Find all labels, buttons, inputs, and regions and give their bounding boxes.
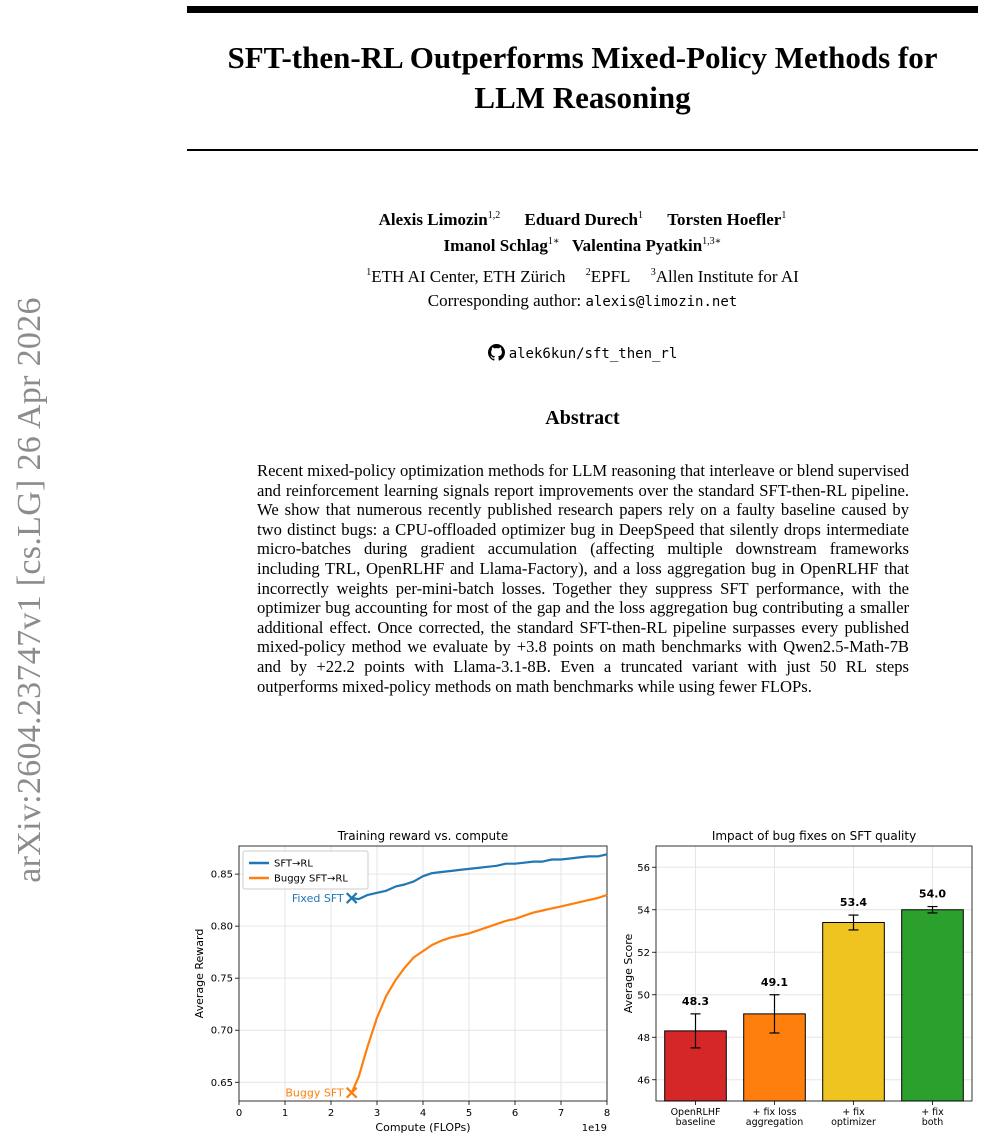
y-tick-label: 52 [637,947,650,959]
y-tick-label: 54 [637,905,650,917]
category-label: aggregation [745,1117,804,1128]
series-line-0 [352,854,607,899]
author-name: Imanol Schlag [443,236,548,255]
x-tick-label: 5 [465,1108,473,1119]
y-tick-label: 50 [637,990,650,1002]
bar [902,910,964,1101]
title-bottom-rule [187,149,978,151]
x-axis-label: Compute (FLOPs) [375,1121,471,1134]
y-tick-label: 48 [637,1032,650,1044]
author-name: Valentina Pyatkin [571,236,703,255]
affiliation-number: 2 [585,267,591,278]
category-label: optimizer [831,1117,876,1128]
legend-label: Buggy SFT→RL [274,873,348,885]
category-label: baseline [675,1117,716,1128]
bar [823,923,885,1102]
affiliation-number: 3 [650,267,656,278]
bar-value-label: 54.0 [918,887,947,901]
author-list [187,205,978,257]
corresponding-label: Corresponding author: [427,291,582,310]
bar-chart-svg [620,826,980,1138]
affiliation-text: Allen Institute for AI [655,267,799,286]
bar-value-label: 48.3 [681,994,710,1008]
author-affiliation: 1 [781,210,787,221]
affiliations [187,262,978,288]
y-tick-label: 0.65 [210,1077,233,1089]
author-affiliation: 1,3∗ [702,236,722,247]
x-tick-label: 2 [327,1108,335,1119]
title-line-1: SFT-then-RL Outperforms Mixed-Policy Methods for [227,40,938,75]
x-tick-label: 0 [235,1108,243,1119]
bugfix-bar-chart [620,826,980,1138]
x-tick-label: 1 [281,1108,289,1119]
title-top-rule [187,6,978,13]
author-name: Eduard Durech [524,210,638,229]
start-marker-label: Fixed SFT [291,892,344,906]
arxiv-sidebar [0,0,60,1140]
start-marker [347,1088,357,1098]
corresponding-email[interactable]: alexis@limozin.net [585,294,738,310]
y-tick-label: 46 [637,1075,650,1087]
arxiv-identifier: arXiv:2604.23747v1 [cs.LG] 26 Apr 2026 [11,297,48,883]
bar-value-label: 49.1 [760,975,789,989]
affiliation-text: EPFL [590,267,631,286]
chart-title: Impact of bug fixes on SFT quality [711,829,917,843]
title-line-2: LLM Reasoning [474,80,691,115]
category-label: OpenRLHF [670,1107,721,1118]
category-label: both [921,1117,944,1128]
y-axis-label: Average Score [622,933,635,1014]
x-tick-label: 4 [419,1108,427,1119]
y-tick-label: 56 [637,862,650,874]
corresponding-author [187,290,978,313]
start-marker-label: Buggy SFT [285,1086,344,1100]
affiliation-text: ETH AI Center, ETH Zürich [371,267,566,286]
series-line-1 [352,895,607,1093]
author-affiliation: 1∗ [547,236,560,247]
reward-chart-svg [185,826,615,1138]
github-icon [488,344,505,368]
legend-label: SFT→RL [274,858,313,870]
affiliation-number: 1 [366,267,372,278]
author-affiliation: 1,2 [487,210,501,221]
author-name: Torsten Hoefler [667,210,782,229]
x-tick-label: 7 [557,1108,565,1119]
author-line-2 [187,231,978,257]
reward-line-chart [185,826,615,1138]
y-tick-label: 0.70 [210,1025,233,1037]
category-label: + fix [842,1107,865,1118]
author-name: Alexis Limozin [378,210,488,229]
y-tick-label: 0.85 [210,869,233,881]
category-label: + fix [921,1107,944,1118]
y-axis-label: Average Reward [193,928,206,1019]
author-affiliation: 1 [638,210,643,221]
y-tick-label: 0.80 [210,921,233,933]
author-line-1 [187,205,978,231]
repository-link[interactable] [187,343,978,368]
x-axis-multiplier: 1e19 [581,1123,607,1134]
x-tick-label: 8 [603,1108,611,1119]
chart-title: Training reward vs. compute [337,829,509,843]
repository-name: alek6kun/sft_then_rl [508,346,678,362]
bar-value-label: 53.4 [839,896,868,910]
y-tick-label: 0.75 [210,973,233,985]
x-tick-label: 3 [373,1108,381,1119]
abstract-text: Recent mixed-policy optimization methods for LLM reasoning that interleave or blend supervised and reinforcement learning signals report improvements over the standard SFT-then-RL pipeline. We show that numerous recently published research papers rely on a faulty baseline caused by two distinct bugs: a CPU-offloaded optimizer bug in DeepSpeed that silently drops intermediate micro-batches during gradient accumulation (affecting multiple downstream frameworks including TRL, OpenRLHF and Llama-Factory), and a loss aggregation bug in OpenRLHF that incorrectly weights per-mini-batch losses. Together they suppress SFT performance, with the optimizer bug accounting for most of the gap and the loss aggregation bug contributing a smaller additional effect. Once corrected, the standard SFT-then-RL pipeline surpasses every published mixed-policy method we evaluate by +3.8 points on math benchmarks with Qwen2.5-Math-7B and by +22.2 points with Llama-3.1-8B. Even a truncated variant with just 50 RL steps outperforms mixed-policy methods on math benchmarks while using fewer FLOPs. [257,461,909,696]
paper-title [187,38,978,118]
category-label: + fix loss [752,1107,797,1118]
x-tick-label: 6 [511,1108,519,1119]
abstract-heading: Abstract [545,407,620,429]
